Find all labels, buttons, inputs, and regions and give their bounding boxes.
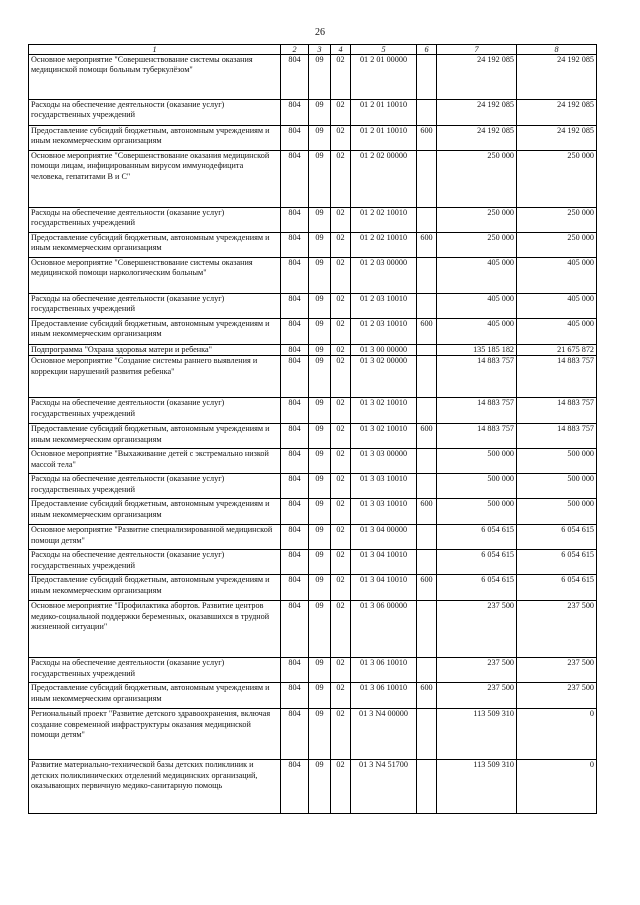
amount-cell: 250 000 xyxy=(437,208,517,233)
subsection-cell: 02 xyxy=(331,356,351,398)
amount-cell: 250 000 xyxy=(517,233,597,258)
table-row xyxy=(29,319,597,345)
section-cell: 09 xyxy=(309,575,331,601)
ministry-code-cell: 804 xyxy=(281,294,309,319)
row-name-cell: Расходы на обеспечение деятельности (оказание услуг) государственных учреждений xyxy=(29,100,281,126)
ministry-code-cell: 804 xyxy=(281,575,309,601)
table-row xyxy=(29,474,597,499)
amount-cell: 14 883 757 xyxy=(517,424,597,449)
amount-cell: 0 xyxy=(517,709,597,760)
amount-cell: 250 000 xyxy=(517,151,597,208)
section-cell: 09 xyxy=(309,550,331,575)
ministry-code-cell: 804 xyxy=(281,208,309,233)
row-name-cell: Расходы на обеспечение деятельности (оказание услуг) государственных учреждений xyxy=(29,294,281,319)
subsection-cell: 02 xyxy=(331,208,351,233)
expense-type-cell: 600 xyxy=(417,424,437,449)
row-name-cell: Предоставление субсидий бюджетным, автономным учреждениям и иным некоммерческим организациям xyxy=(29,319,281,345)
amount-cell: 113 509 310 xyxy=(437,760,517,814)
row-name-cell: Основное мероприятие "Создание системы раннего выявления и коррекции нарушений развития ребенка" xyxy=(29,356,281,398)
expense-type-cell xyxy=(417,55,437,100)
subsection-cell: 02 xyxy=(331,151,351,208)
section-cell: 09 xyxy=(309,601,331,658)
target-article-cell: 01 3 03 10010 xyxy=(351,499,417,525)
target-article-cell: 01 3 03 10010 xyxy=(351,474,417,499)
target-article-cell: 01 3 02 10010 xyxy=(351,398,417,424)
subsection-cell: 02 xyxy=(331,499,351,525)
row-name-cell: Предоставление субсидий бюджетным, автономным учреждениям и иным некоммерческим организациям xyxy=(29,126,281,151)
amount-cell: 6 054 615 xyxy=(437,525,517,550)
header-cell: 8 xyxy=(517,45,597,55)
target-article-cell: 01 2 02 10010 xyxy=(351,208,417,233)
section-cell: 09 xyxy=(309,449,331,474)
amount-cell: 405 000 xyxy=(517,294,597,319)
ministry-code-cell: 804 xyxy=(281,709,309,760)
row-name-cell: Предоставление субсидий бюджетным, автономным учреждениям и иным некоммерческим организациям xyxy=(29,683,281,709)
table-row xyxy=(29,345,597,356)
row-name-cell: Основное мероприятие "Профилактика абортов. Развитие центров медико-социальной поддержки беременных, оказавшихся в трудной жизненной ситуации" xyxy=(29,601,281,658)
amount-cell: 500 000 xyxy=(437,474,517,499)
row-name-cell: Основное мероприятие "Совершенствование оказания медицинской помощи лицам, инфицированным вирусом иммунодефицита человека, гепатитами В и С" xyxy=(29,151,281,208)
amount-cell: 0 xyxy=(517,760,597,814)
target-article-cell: 01 3 06 10010 xyxy=(351,658,417,683)
table-body xyxy=(29,55,597,814)
subsection-cell: 02 xyxy=(331,100,351,126)
subsection-cell: 02 xyxy=(331,601,351,658)
amount-cell: 24 192 085 xyxy=(437,126,517,151)
header-cell: 1 xyxy=(29,45,281,55)
subsection-cell: 02 xyxy=(331,398,351,424)
ministry-code-cell: 804 xyxy=(281,345,309,356)
amount-cell: 24 192 085 xyxy=(517,55,597,100)
ministry-code-cell: 804 xyxy=(281,126,309,151)
table-row xyxy=(29,100,597,126)
amount-cell: 24 192 085 xyxy=(437,55,517,100)
subsection-cell: 02 xyxy=(331,424,351,449)
section-cell: 09 xyxy=(309,398,331,424)
expense-type-cell xyxy=(417,151,437,208)
row-name-cell: Региональный проект "Развитие детского здравоохранения, включая создание современной инфраструктуры оказания медицинской помощи детям" xyxy=(29,709,281,760)
table-row xyxy=(29,760,597,814)
section-cell: 09 xyxy=(309,345,331,356)
section-cell: 09 xyxy=(309,151,331,208)
amount-cell: 237 500 xyxy=(517,658,597,683)
subsection-cell: 02 xyxy=(331,126,351,151)
header-row xyxy=(29,45,597,55)
section-cell: 09 xyxy=(309,233,331,258)
table-row xyxy=(29,449,597,474)
amount-cell: 405 000 xyxy=(437,258,517,294)
amount-cell: 24 192 085 xyxy=(517,126,597,151)
amount-cell: 237 500 xyxy=(437,683,517,709)
table-row xyxy=(29,575,597,601)
table-row xyxy=(29,233,597,258)
row-name-cell: Основное мероприятие "Совершенствование системы оказания медицинской помощи наркологическим больным" xyxy=(29,258,281,294)
amount-cell: 6 054 615 xyxy=(437,550,517,575)
ministry-code-cell: 804 xyxy=(281,658,309,683)
target-article-cell: 01 3 N4 00000 xyxy=(351,709,417,760)
amount-cell: 237 500 xyxy=(517,601,597,658)
ministry-code-cell: 804 xyxy=(281,525,309,550)
section-cell: 09 xyxy=(309,208,331,233)
target-article-cell: 01 3 N4 51700 xyxy=(351,760,417,814)
target-article-cell: 01 2 03 10010 xyxy=(351,319,417,345)
section-cell: 09 xyxy=(309,55,331,100)
subsection-cell: 02 xyxy=(331,550,351,575)
header-cell: 4 xyxy=(331,45,351,55)
amount-cell: 14 883 757 xyxy=(437,398,517,424)
amount-cell: 250 000 xyxy=(517,208,597,233)
header-cell: 6 xyxy=(417,45,437,55)
amount-cell: 135 185 182 xyxy=(437,345,517,356)
table-row xyxy=(29,55,597,100)
section-cell: 09 xyxy=(309,683,331,709)
ministry-code-cell: 804 xyxy=(281,398,309,424)
amount-cell: 14 883 757 xyxy=(437,424,517,449)
target-article-cell: 01 3 06 10010 xyxy=(351,683,417,709)
ministry-code-cell: 804 xyxy=(281,319,309,345)
ministry-code-cell: 804 xyxy=(281,601,309,658)
row-name-cell: Предоставление субсидий бюджетным, автономным учреждениям и иным некоммерческим организациям xyxy=(29,233,281,258)
subsection-cell: 02 xyxy=(331,683,351,709)
target-article-cell: 01 2 01 10010 xyxy=(351,100,417,126)
ministry-code-cell: 804 xyxy=(281,100,309,126)
ministry-code-cell: 804 xyxy=(281,356,309,398)
subsection-cell: 02 xyxy=(331,760,351,814)
subsection-cell: 02 xyxy=(331,233,351,258)
amount-cell: 6 054 615 xyxy=(517,525,597,550)
target-article-cell: 01 2 03 10010 xyxy=(351,294,417,319)
table-row xyxy=(29,709,597,760)
table-row xyxy=(29,258,597,294)
subsection-cell: 02 xyxy=(331,319,351,345)
table-row xyxy=(29,601,597,658)
section-cell: 09 xyxy=(309,319,331,345)
section-cell: 09 xyxy=(309,709,331,760)
table-row xyxy=(29,398,597,424)
target-article-cell: 01 3 04 10010 xyxy=(351,550,417,575)
expense-type-cell: 600 xyxy=(417,499,437,525)
row-name-cell: Расходы на обеспечение деятельности (оказание услуг) государственных учреждений xyxy=(29,474,281,499)
row-name-cell: Предоставление субсидий бюджетным, автономным учреждениям и иным некоммерческим организациям xyxy=(29,499,281,525)
target-article-cell: 01 3 02 10010 xyxy=(351,424,417,449)
section-cell: 09 xyxy=(309,356,331,398)
target-article-cell: 01 3 06 00000 xyxy=(351,601,417,658)
subsection-cell: 02 xyxy=(331,294,351,319)
expense-type-cell: 600 xyxy=(417,575,437,601)
target-article-cell: 01 2 02 10010 xyxy=(351,233,417,258)
expense-type-cell: 600 xyxy=(417,233,437,258)
target-article-cell: 01 3 04 10010 xyxy=(351,575,417,601)
table-row xyxy=(29,683,597,709)
ministry-code-cell: 804 xyxy=(281,55,309,100)
ministry-code-cell: 804 xyxy=(281,258,309,294)
section-cell: 09 xyxy=(309,499,331,525)
amount-cell: 21 675 872 xyxy=(517,345,597,356)
amount-cell: 250 000 xyxy=(437,233,517,258)
subsection-cell: 02 xyxy=(331,575,351,601)
target-article-cell: 01 2 02 00000 xyxy=(351,151,417,208)
ministry-code-cell: 804 xyxy=(281,449,309,474)
amount-cell: 500 000 xyxy=(517,499,597,525)
target-article-cell: 01 3 00 00000 xyxy=(351,345,417,356)
amount-cell: 237 500 xyxy=(517,683,597,709)
section-cell: 09 xyxy=(309,258,331,294)
section-cell: 09 xyxy=(309,294,331,319)
expense-type-cell xyxy=(417,398,437,424)
ministry-code-cell: 804 xyxy=(281,151,309,208)
section-cell: 09 xyxy=(309,424,331,449)
section-cell: 09 xyxy=(309,525,331,550)
target-article-cell: 01 2 01 00000 xyxy=(351,55,417,100)
ministry-code-cell: 804 xyxy=(281,683,309,709)
table-row xyxy=(29,151,597,208)
header-cell: 7 xyxy=(437,45,517,55)
amount-cell: 14 883 757 xyxy=(437,356,517,398)
expense-type-cell xyxy=(417,658,437,683)
table-row xyxy=(29,208,597,233)
amount-cell: 14 883 757 xyxy=(517,398,597,424)
target-article-cell: 01 3 04 00000 xyxy=(351,525,417,550)
row-name-cell: Расходы на обеспечение деятельности (оказание услуг) государственных учреждений xyxy=(29,208,281,233)
row-name-cell: Расходы на обеспечение деятельности (оказание услуг) государственных учреждений xyxy=(29,398,281,424)
expense-type-cell: 600 xyxy=(417,319,437,345)
expense-type-cell xyxy=(417,474,437,499)
row-name-cell: Предоставление субсидий бюджетным, автономным учреждениям и иным некоммерческим организациям xyxy=(29,424,281,449)
expense-type-cell: 600 xyxy=(417,126,437,151)
expense-type-cell xyxy=(417,294,437,319)
expense-type-cell xyxy=(417,345,437,356)
amount-cell: 237 500 xyxy=(437,601,517,658)
table-row xyxy=(29,126,597,151)
subsection-cell: 02 xyxy=(331,525,351,550)
section-cell: 09 xyxy=(309,126,331,151)
amount-cell: 405 000 xyxy=(437,319,517,345)
row-name-cell: Расходы на обеспечение деятельности (оказание услуг) государственных учреждений xyxy=(29,658,281,683)
table-row xyxy=(29,525,597,550)
ministry-code-cell: 804 xyxy=(281,474,309,499)
amount-cell: 405 000 xyxy=(437,294,517,319)
subsection-cell: 02 xyxy=(331,709,351,760)
table-row xyxy=(29,424,597,449)
row-name-cell: Подпрограмма "Охрана здоровья матери и ребенка" xyxy=(29,345,281,356)
expense-type-cell xyxy=(417,258,437,294)
amount-cell: 500 000 xyxy=(517,474,597,499)
expense-type-cell xyxy=(417,208,437,233)
expense-type-cell xyxy=(417,100,437,126)
expense-type-cell xyxy=(417,601,437,658)
amount-cell: 237 500 xyxy=(437,658,517,683)
subsection-cell: 02 xyxy=(331,258,351,294)
row-name-cell: Развитие материально-технической базы детских поликлиник и детских поликлинических отделений медицинских организаций, оказывающих первичную медико-санитарную помощь xyxy=(29,760,281,814)
amount-cell: 250 000 xyxy=(437,151,517,208)
subsection-cell: 02 xyxy=(331,658,351,683)
amount-cell: 24 192 085 xyxy=(517,100,597,126)
amount-cell: 14 883 757 xyxy=(517,356,597,398)
section-cell: 09 xyxy=(309,658,331,683)
subsection-cell: 02 xyxy=(331,55,351,100)
target-article-cell: 01 3 03 00000 xyxy=(351,449,417,474)
amount-cell: 6 054 615 xyxy=(517,550,597,575)
ministry-code-cell: 804 xyxy=(281,550,309,575)
ministry-code-cell: 804 xyxy=(281,760,309,814)
table-row xyxy=(29,499,597,525)
row-name-cell: Основное мероприятие "Выхаживание детей с экстремально низкой массой тела" xyxy=(29,449,281,474)
amount-cell: 6 054 615 xyxy=(437,575,517,601)
expense-type-cell xyxy=(417,550,437,575)
table-row xyxy=(29,294,597,319)
table-row xyxy=(29,356,597,398)
row-name-cell: Основное мероприятие "Развитие специализированной медицинской помощи детям" xyxy=(29,525,281,550)
amount-cell: 6 054 615 xyxy=(517,575,597,601)
amount-cell: 405 000 xyxy=(517,319,597,345)
expense-type-cell xyxy=(417,356,437,398)
amount-cell: 405 000 xyxy=(517,258,597,294)
amount-cell: 24 192 085 xyxy=(437,100,517,126)
page-number: 26 xyxy=(315,27,325,38)
amount-cell: 113 509 310 xyxy=(437,709,517,760)
section-cell: 09 xyxy=(309,760,331,814)
subsection-cell: 02 xyxy=(331,449,351,474)
section-cell: 09 xyxy=(309,100,331,126)
header-cell: 5 xyxy=(351,45,417,55)
target-article-cell: 01 3 02 00000 xyxy=(351,356,417,398)
target-article-cell: 01 2 03 00000 xyxy=(351,258,417,294)
budget-table xyxy=(28,44,597,814)
expense-type-cell: 600 xyxy=(417,683,437,709)
section-cell: 09 xyxy=(309,474,331,499)
expense-type-cell xyxy=(417,449,437,474)
subsection-cell: 02 xyxy=(331,345,351,356)
expense-type-cell xyxy=(417,709,437,760)
amount-cell: 500 000 xyxy=(517,449,597,474)
subsection-cell: 02 xyxy=(331,474,351,499)
table-row xyxy=(29,550,597,575)
expense-type-cell xyxy=(417,525,437,550)
amount-cell: 500 000 xyxy=(437,499,517,525)
ministry-code-cell: 804 xyxy=(281,424,309,449)
header-cell: 2 xyxy=(281,45,309,55)
target-article-cell: 01 2 01 10010 xyxy=(351,126,417,151)
row-name-cell: Основное мероприятие "Совершенствование системы оказания медицинской помощи больным туберкулёзом" xyxy=(29,55,281,100)
header-cell: 3 xyxy=(309,45,331,55)
row-name-cell: Предоставление субсидий бюджетным, автономным учреждениям и иным некоммерческим организациям xyxy=(29,575,281,601)
expense-type-cell xyxy=(417,760,437,814)
ministry-code-cell: 804 xyxy=(281,499,309,525)
table-row xyxy=(29,658,597,683)
amount-cell: 500 000 xyxy=(437,449,517,474)
row-name-cell: Расходы на обеспечение деятельности (оказание услуг) государственных учреждений xyxy=(29,550,281,575)
ministry-code-cell: 804 xyxy=(281,233,309,258)
